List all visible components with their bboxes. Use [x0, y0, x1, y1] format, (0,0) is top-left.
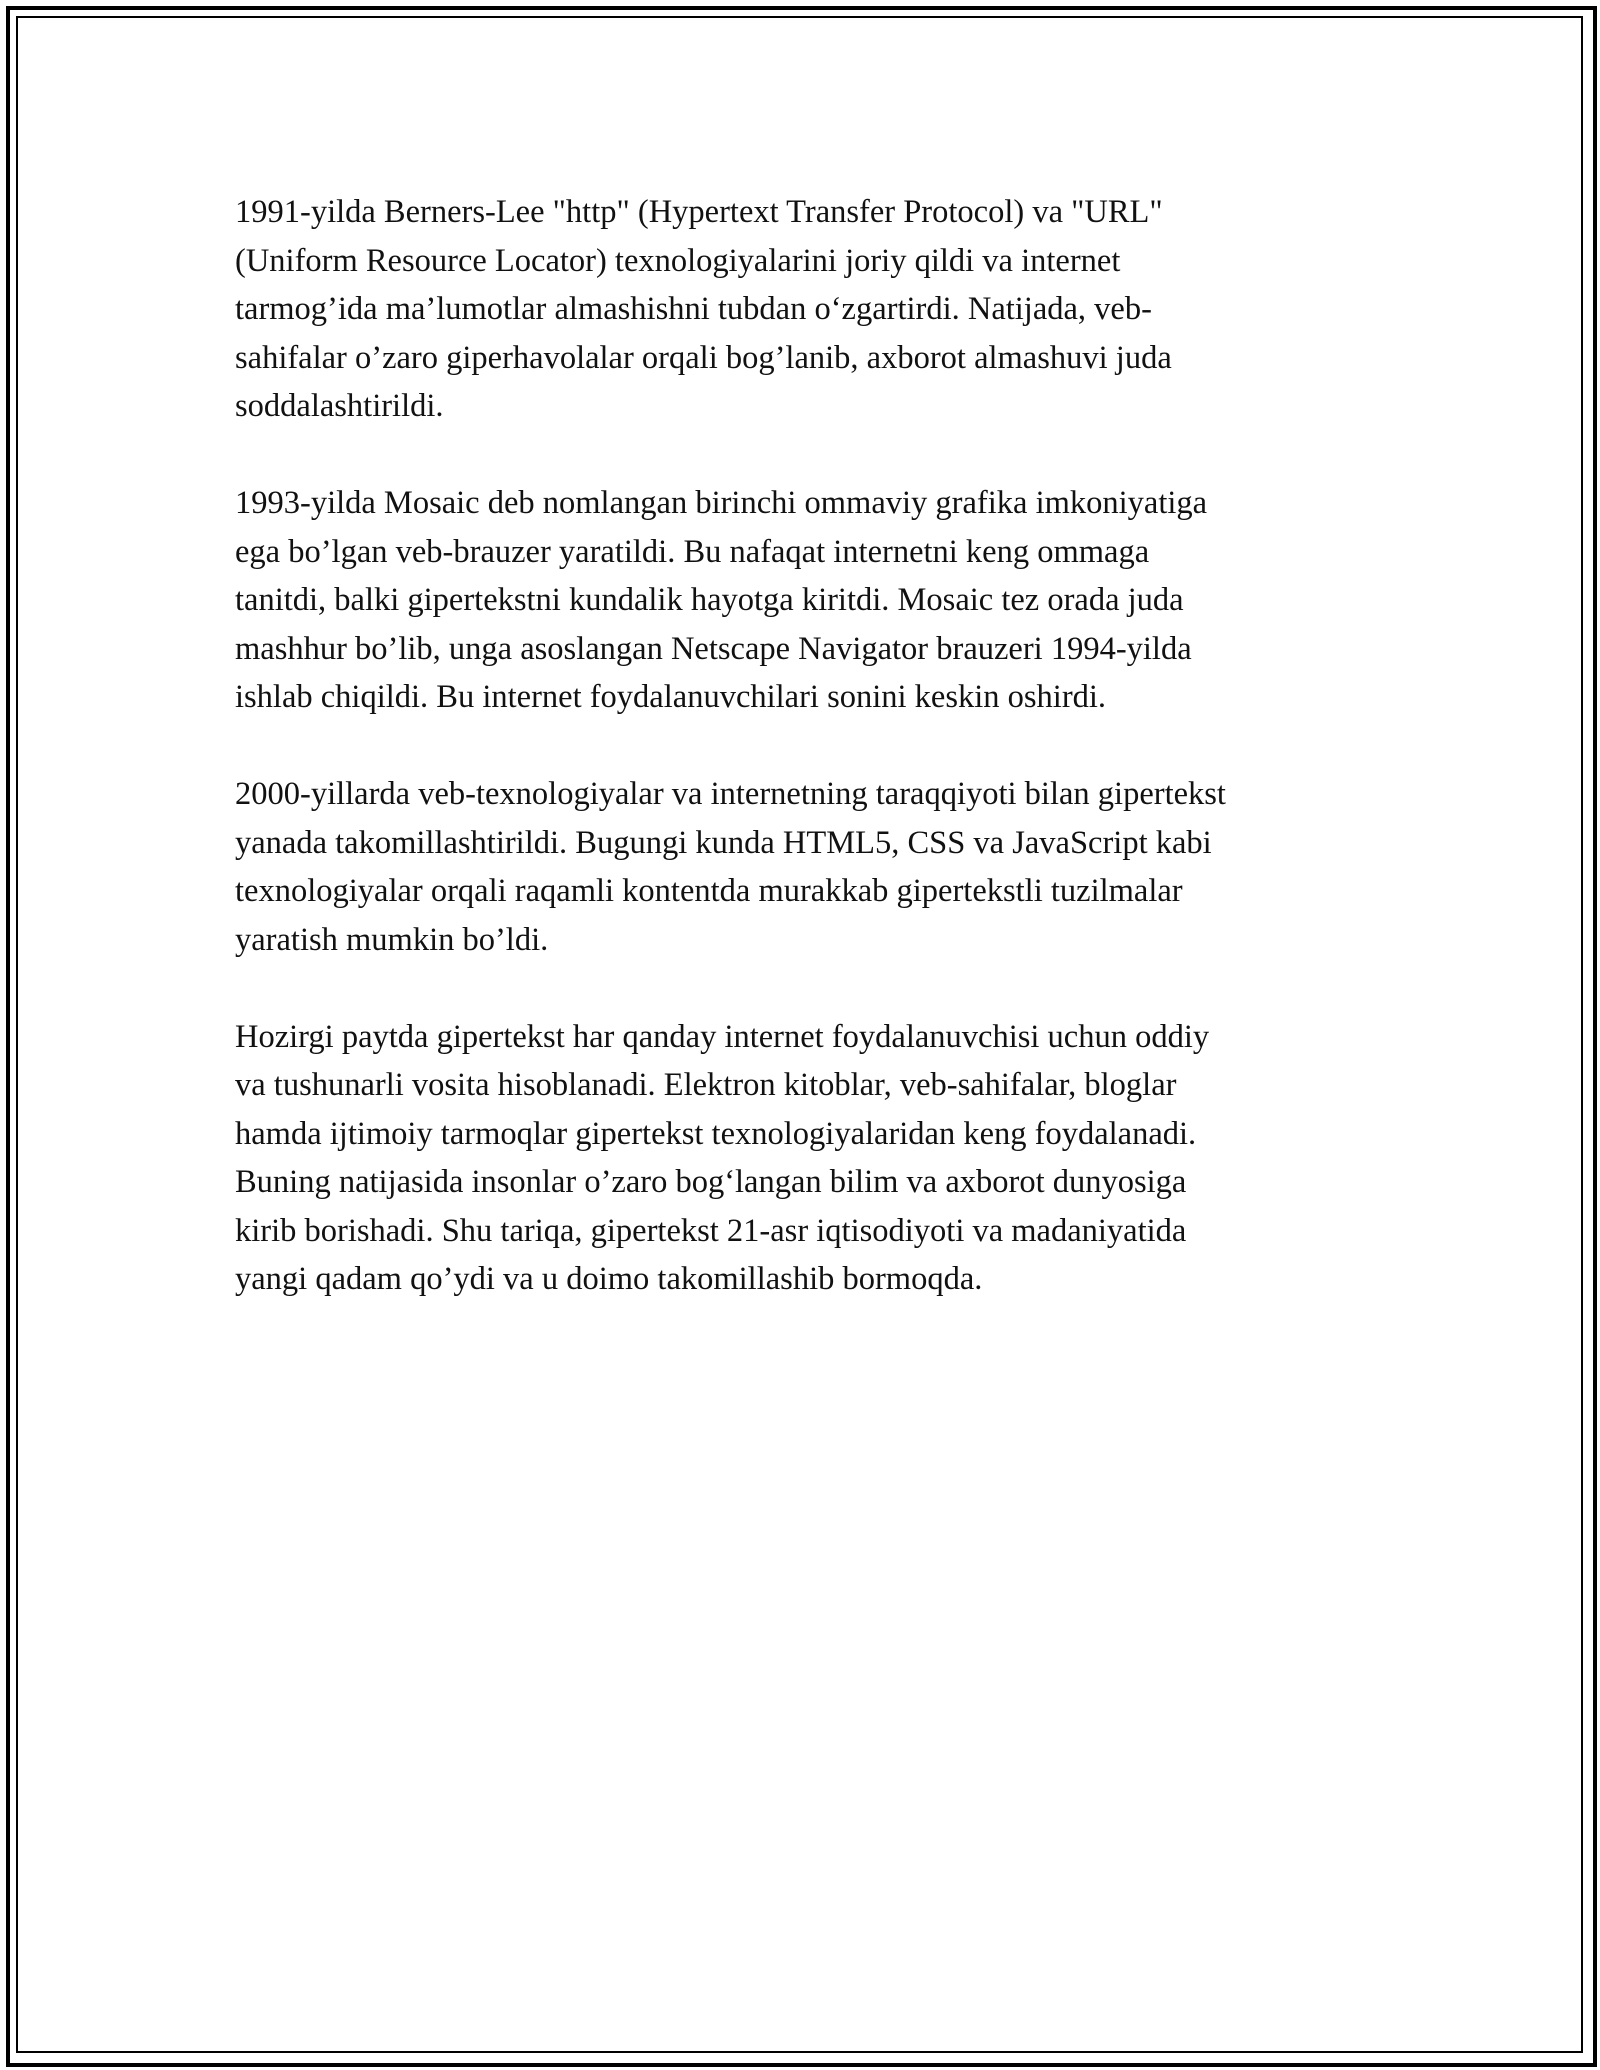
document-body: [235, 188, 1365, 1352]
paragraph-modern-hypertext: Hozirgi paytda gipertekst har qanday internet foydalanuvchisi uchun oddiy va tushunarli vosita hisoblanadi. Elektron kitoblar, veb-sahifalar, bloglar hamda ijtimoiy tarmoqlar gipertekst texnologiyalaridan keng foydalanadi. Buning natijasida insonlar o’zaro bog‘langan bilim va axborot dunyosiga kirib borishadi. Shu tariqa, gipertekst 21-asr iqtisodiyoti va madaniyatida yangi qadam qo’ydi va u doimo takomillashib bormoqda.: [235, 1018, 1210, 1297]
paragraph-mosaic-browser: 1993-yilda Mosaic deb nomlangan birinchi ommaviy grafika imkoniyatiga ega bo’lgan veb-brauzer yaratildi. Bu nafaqat internetni keng ommaga tanitdi, balki gipertekstni kundalik hayotga kiritdi. Mosaic tez orada juda mashhur bo’lib, unga asoslangan Netscape Navigator brauzeri 1994-yilda ishlab chiqildi. Bu internet foydalanuvchilari sonini keskin oshirdi.: [235, 485, 1208, 715]
paragraph-web-technologies: 2000-yillarda veb-texnologiyalar va internetning taraqqiyoti bilan gipertekst yanada takomillashtirildi. Bugungi kunda HTML5, CSS va JavaScript kabi texnologiyalar orqali raqamli kontentda murakkab gipertekstli tuzilmalar yaratish mumkin bo’ldi.: [235, 776, 1226, 958]
paragraph-http-url: 1991-yilda Berners-Lee "http" (Hypertext Transfer Protocol) va "URL" (Uniform Resource Locator) texnologiyalarini joriy qildi va internet tarmog’ida ma’lumotlar almashishni tubdan o‘zgartirdi. Natijada, veb- sahifalar o’zaro giperhavolalar orqali bog’lanib, axborot almashuvi juda soddalashtirildi.: [235, 194, 1172, 424]
